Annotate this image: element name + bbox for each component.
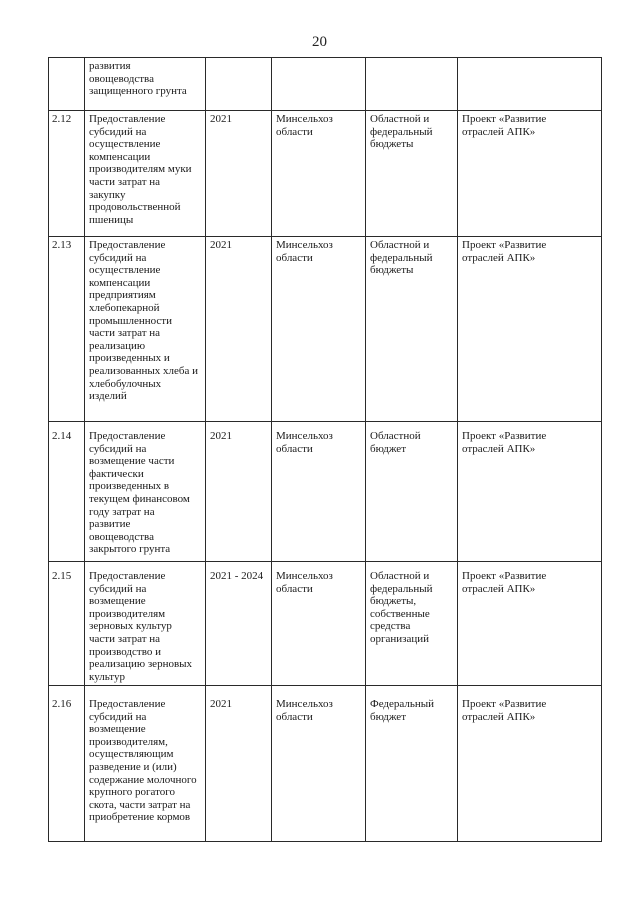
executor-text: Минсельхоз области bbox=[276, 698, 333, 723]
table-row bbox=[49, 111, 602, 237]
cell-measure-name bbox=[85, 422, 206, 562]
measures-table bbox=[48, 57, 602, 842]
cell-project bbox=[458, 237, 602, 422]
cell-executor bbox=[272, 58, 366, 111]
year-text: 2021 bbox=[210, 239, 232, 251]
cell-number: 2.12 bbox=[49, 111, 85, 237]
source-text: Областной и федеральный бюджеты bbox=[370, 113, 433, 151]
year-text: 2021 bbox=[210, 113, 232, 125]
page-number: 20 bbox=[312, 34, 327, 50]
executor-text: Минсельхоз области bbox=[276, 430, 333, 455]
table-row bbox=[49, 686, 602, 842]
source-text: Областной бюджет bbox=[370, 430, 421, 455]
table-row-continuation bbox=[49, 58, 602, 111]
cell-year bbox=[206, 422, 272, 562]
cell-number bbox=[49, 686, 85, 842]
project-text: Проект «Развитие отраслей АПК» bbox=[462, 113, 547, 138]
cell-executor bbox=[272, 422, 366, 562]
cell-year bbox=[206, 686, 272, 842]
cell-number: 2.13 bbox=[49, 237, 85, 422]
measure-name-text: Предоставление субсидий на возмещение производителям, осуществляющим разведение и (или) содержание молочного крупного рогатого скота, части затрат на приобретение кормов bbox=[89, 698, 197, 824]
cell-year bbox=[206, 58, 272, 111]
cell-source bbox=[366, 237, 458, 422]
cell-number bbox=[49, 422, 85, 562]
cell-source bbox=[366, 562, 458, 686]
cell-year bbox=[206, 237, 272, 422]
cell-measure-name bbox=[85, 562, 206, 686]
cell-year bbox=[206, 562, 272, 686]
cell-year bbox=[206, 111, 272, 237]
measure-name-text: Предоставление субсидий на осуществление компенсации предприятиям хлебопекарной промышленности части затрат на реализацию произведенных и реализованных хлеба и хлебобулочных изделий bbox=[89, 239, 198, 403]
cell-source bbox=[366, 111, 458, 237]
table-row bbox=[49, 422, 602, 562]
measure-name-text: Предоставление субсидий на возмещение производителям зерновых культур части затрат на производство и реализацию зерновых культур bbox=[89, 570, 193, 683]
cell-measure-name bbox=[85, 237, 206, 422]
project-text: Проект «Развитие отраслей АПК» bbox=[462, 698, 547, 723]
measure-name-text: развития овощеводства защищенного грунта bbox=[89, 60, 187, 98]
cell-project bbox=[458, 562, 602, 686]
cell-executor bbox=[272, 686, 366, 842]
cell-measure-name bbox=[85, 686, 206, 842]
executor-text: Минсельхоз области bbox=[276, 239, 333, 264]
cell-executor bbox=[272, 237, 366, 422]
measure-name-text: Предоставление субсидий на осуществление компенсации производителям муки части затрат на закупку продовольственной пшеницы bbox=[89, 113, 192, 226]
cell-source bbox=[366, 422, 458, 562]
cell-project bbox=[458, 111, 602, 237]
cell-measure-name bbox=[85, 111, 206, 237]
cell-number bbox=[49, 58, 85, 111]
cell-measure-name bbox=[85, 58, 206, 111]
project-text: Проект «Развитие отраслей АПК» bbox=[462, 430, 547, 455]
cell-source bbox=[366, 58, 458, 111]
measure-name-text: Предоставление субсидий на возмещение части фактически произведенных в текущем финансовом году затрат на развитие овощеводства закрытого грунта bbox=[89, 430, 190, 556]
cell-executor bbox=[272, 562, 366, 686]
cell-source bbox=[366, 686, 458, 842]
number-text: 2.14 bbox=[52, 430, 72, 442]
project-text: Проект «Развитие отраслей АПК» bbox=[462, 570, 547, 595]
cell-number bbox=[49, 562, 85, 686]
year-text: 2021 bbox=[210, 698, 232, 710]
table-row bbox=[49, 237, 602, 422]
year-text: 2021 - 2024 bbox=[210, 570, 264, 582]
cell-project bbox=[458, 686, 602, 842]
table-row bbox=[49, 562, 602, 686]
cell-project bbox=[458, 422, 602, 562]
executor-text: Минсельхоз области bbox=[276, 570, 333, 595]
source-text: Областной и федеральный бюджеты bbox=[370, 239, 433, 277]
project-text: Проект «Развитие отраслей АПК» bbox=[462, 239, 547, 264]
source-text: Федеральный бюджет bbox=[370, 698, 435, 723]
number-text: 2.16 bbox=[52, 698, 72, 710]
cell-project bbox=[458, 58, 602, 111]
cell-executor bbox=[272, 111, 366, 237]
executor-text: Минсельхоз области bbox=[276, 113, 333, 138]
year-text: 2021 bbox=[210, 430, 232, 442]
source-text: Областной и федеральный бюджеты, собственные средства организаций bbox=[370, 570, 433, 645]
number-text: 2.15 bbox=[52, 570, 72, 582]
